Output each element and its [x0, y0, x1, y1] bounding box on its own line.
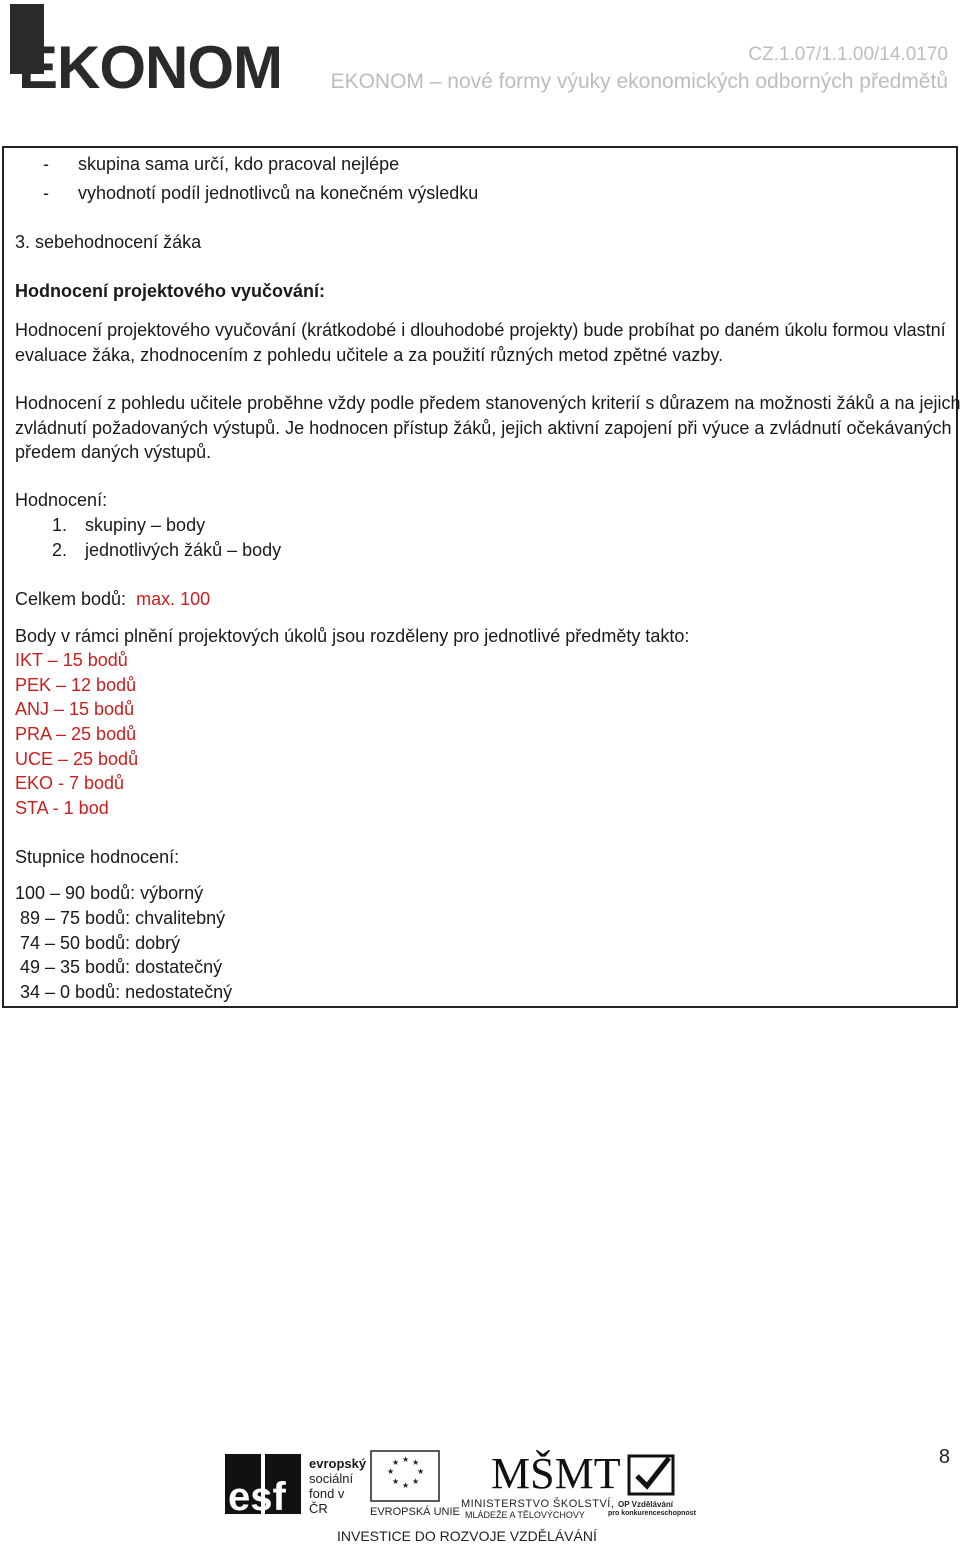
svg-text:★: ★ — [412, 1477, 420, 1486]
op-label: OP Vzdělávání — [618, 1500, 673, 1509]
esf-text-line: evropský — [309, 1456, 367, 1471]
celkem-label: Celkem bodů: — [15, 589, 127, 609]
svg-text:MŠMT: MŠMT — [491, 1449, 621, 1498]
subject-points: STA - 1 bod — [15, 798, 109, 818]
svg-text:★: ★ — [402, 1481, 410, 1490]
subject-points: PEK – 12 bodů — [15, 675, 137, 695]
subject-points: PRA – 25 bodů — [15, 724, 137, 744]
stupnice-label: Stupnice hodnocení: — [15, 847, 180, 867]
body-intro: Body v rámci plnění projektových úkolů jsou rozděleny pro jednotlivé předměty takto: — [15, 626, 690, 646]
subject-points: EKO - 7 bodů — [15, 773, 125, 793]
msmt-label: MLÁDEŽE A TĚLOVÝCHOVY — [465, 1510, 585, 1520]
svg-text:★: ★ — [412, 1458, 420, 1467]
esf-text-line: fond v ČR — [309, 1486, 345, 1516]
page-header — [0, 0, 960, 110]
subject-points: IKT – 15 bodů — [15, 650, 128, 670]
svg-text:★: ★ — [392, 1477, 400, 1486]
grade-row: 89 – 75 bodů: chvalitebný — [15, 908, 226, 928]
page-number: 8 — [938, 1446, 950, 1468]
logo-text: EKONOM — [18, 34, 282, 101]
project-code: CZ.1.07/1.1.00/14.0170 — [748, 44, 948, 65]
grade-row: 34 – 0 bodů: nedostatečný — [15, 982, 233, 1002]
celkem-row — [15, 587, 210, 612]
grade-row: 49 – 35 bodů: dostatečný — [15, 957, 223, 977]
msmt-logo — [461, 1448, 621, 1520]
svg-text:★: ★ — [402, 1455, 410, 1464]
grade-row: 100 – 90 bodů: výborný — [15, 883, 204, 903]
eu-flag-icon — [370, 1450, 440, 1502]
eu-label: EVROPSKÁ UNIE — [370, 1506, 460, 1518]
paragraph-2-line: předem daných výstupů. — [15, 442, 212, 462]
op-logo — [608, 1448, 698, 1520]
msmt-label: MINISTERSTVO ŠKOLSTVÍ, — [461, 1498, 615, 1510]
msmt-mark-icon — [491, 1448, 621, 1498]
subject-points: UCE – 25 bodů — [15, 749, 139, 769]
svg-text:★: ★ — [387, 1467, 395, 1476]
eu-logo — [370, 1450, 460, 1520]
esf-mark-icon — [225, 1448, 305, 1520]
content-box: - skupina sama určí, kdo pracoval nejlépe - vyhodnotí podíl jednotlivců na konečném výsledku 3. sebehodnocení žáka Hodnocení projektového vyučování: Hodnocení projektového vyučování (krátkodobé i dlouhodobé projekty) bude probíhat po daném úkolu formou vlastní evaluace žáka, zhodnocením z pohledu učitele a za použití různých metod zpětné vazby. Hodnocení z pohledu učitele proběhne vždy podle předem stanovených kriterií s důrazem na možnosti žáků a na jejich zvládnutí požadovaných výstupů. Je hodnocen přístup žáků, jejich aktivní zapojení při výuce a zvládnutí očekávaných předem daných výstupů. Hodnocení: 1. skupiny – body 2. jednotlivých žáků – body Celkem bodů: max. 100 Body v rámci plnění projektových úkolů jsou rozděleny pro jednotlivé předměty takto: IKT – 15 bodů PEK – 12 bodů ANJ – 15 bodů PRA – 25 bodů UCE – 25 bodů EKO - 7 bodů STA - 1 bod Stupnice hodnocení: 100 – 90 bodů: výborný 89 – 75 bodů: chvalitebný 74 – 50 bodů: dobrý 49 – 35 bodů: dostatečný 34 – 0 bodů: nedostatečný — [2, 146, 958, 1008]
esf-text-line: sociální — [309, 1471, 354, 1486]
footer-logos — [225, 1448, 705, 1543]
paragraph-1-line: evaluace žáka, zhodnocením z pohledu učitele a za použití různých metod zpětné vazby. — [15, 345, 724, 365]
svg-text:★: ★ — [417, 1467, 425, 1476]
esf-logo — [225, 1448, 367, 1520]
paragraph-2-line: Hodnocení z pohledu učitele proběhne vždy podle předem stanovených kriterií s důrazem na možnosti žáků a na jejich — [15, 393, 961, 413]
subject-points: ANJ – 15 bodů — [15, 699, 135, 719]
celkem-value: max. 100 — [136, 589, 211, 609]
item-3: 3. sebehodnocení žáka — [15, 232, 202, 252]
grade-row: 74 – 50 bodů: dobrý — [15, 933, 181, 953]
header-subtitle: EKONOM – nové formy výuky ekonomických odborných předmětů — [330, 70, 948, 93]
hodnoceni-label: Hodnocení: — [15, 490, 108, 510]
svg-text:esf: esf — [228, 1475, 286, 1519]
paragraph-2-line: zvládnutí požadovaných výstupů. Je hodnocen přístup žáků, jejich aktivní zapojení při výuce a zvládnutí očekávaných — [15, 418, 952, 438]
section-heading: Hodnocení projektového vyučování: — [15, 281, 326, 301]
paragraph-1-line: Hodnocení projektového vyučování (krátkodobé i dlouhodobé projekty) bude probíhat po daném úkolu formou vlastní — [15, 320, 946, 340]
investice-text: INVESTICE DO ROZVOJE VZDĚLÁVÁNÍ — [337, 1528, 597, 1544]
op-label: pro konkurenceschopnost — [608, 1510, 696, 1517]
ekonom-logo — [10, 4, 290, 101]
svg-text:★: ★ — [392, 1458, 400, 1467]
op-mark-icon — [623, 1448, 683, 1498]
